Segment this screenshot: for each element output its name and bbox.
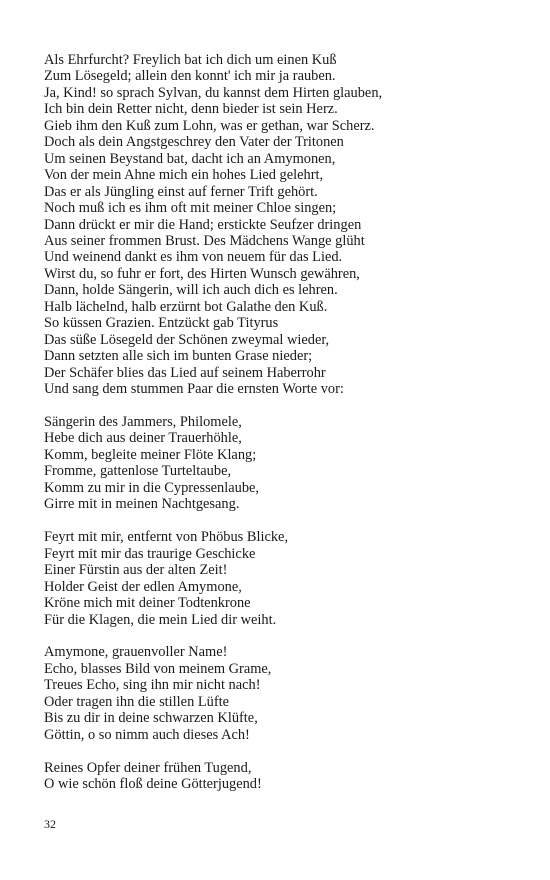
stanza bbox=[44, 52, 514, 398]
verse-line: Dann, holde Sängerin, will ich auch dich es lehren. bbox=[44, 282, 338, 299]
verse-line: Das süße Lösegeld der Schönen zweymal wieder, bbox=[44, 331, 330, 348]
verse-line: Halb lächelnd, halb erzürnt bot Galathe den Kuß. bbox=[44, 298, 328, 315]
verse-line: Oder tragen ihn die stillen Lüfte bbox=[44, 693, 230, 710]
verse-line: Girre mit in meinen Nachtgesang. bbox=[44, 496, 240, 513]
poem-text bbox=[44, 52, 514, 809]
verse-line: Für die Klagen, die mein Lied dir weiht. bbox=[44, 611, 277, 628]
verse-line: Göttin, o so nimm auch dieses Ach! bbox=[44, 726, 250, 743]
verse-line: Komm zu mir in die Cypressenlaube, bbox=[44, 479, 260, 496]
stanza bbox=[44, 644, 514, 743]
verse-line: Ja, Kind! so sprach Sylvan, du kannst dem Hirten glauben, bbox=[44, 84, 383, 101]
verse-line: Dann setzten alle sich im bunten Grase nieder; bbox=[44, 348, 313, 365]
verse-line: Und weinend dankt es ihm von neuem für das Lied. bbox=[44, 249, 343, 266]
verse-line: Gieb ihm den Kuß zum Lohn, was er gethan, war Scherz. bbox=[44, 117, 375, 134]
verse-line: Um seinen Beystand bat, dacht ich an Amymonen, bbox=[44, 150, 336, 167]
verse-line: Der Schäfer blies das Lied auf seinem Haberrohr bbox=[44, 364, 326, 381]
verse-line: Dann drückt er mir die Hand; erstickte Seufzer dringen bbox=[44, 216, 362, 233]
verse-line: Kröne mich mit deiner Todtenkrone bbox=[44, 595, 251, 612]
verse-line: Wirst du, so fuhr er fort, des Hirten Wunsch gewähren, bbox=[44, 265, 360, 282]
verse-line: Echo, blasses Bild von meinem Grame, bbox=[44, 660, 272, 677]
verse-line: Das er als Jüngling einst auf ferner Trift gehört. bbox=[44, 183, 318, 200]
verse-line: Komm, begleite meiner Flöte Klang; bbox=[44, 446, 257, 463]
verse-line: Fromme, gattenlose Turteltaube, bbox=[44, 463, 232, 480]
verse-line: Aus seiner frommen Brust. Des Mädchens Wange glüht bbox=[44, 232, 365, 249]
verse-line: Noch muß ich es ihm oft mit meiner Chloe singen; bbox=[44, 200, 337, 217]
verse-line: O wie schön floß deine Götterjugend! bbox=[44, 776, 262, 793]
verse-line: Und sang dem stummen Paar die ernsten Worte vor: bbox=[44, 381, 344, 398]
stanza bbox=[44, 760, 514, 793]
verse-line: Holder Geist der edlen Amymone, bbox=[44, 578, 242, 595]
verse-line: Bis zu dir in deine schwarzen Klüfte, bbox=[44, 710, 258, 727]
verse-line: Einer Fürstin aus der alten Zeit! bbox=[44, 562, 228, 579]
verse-line: Ich bin dein Retter nicht, denn bieder ist sein Herz. bbox=[44, 101, 338, 118]
stanza bbox=[44, 414, 514, 513]
verse-line: Amymone, grauenvoller Name! bbox=[44, 644, 228, 661]
verse-line: Zum Lösegeld; allein den konnt' ich mir ja rauben. bbox=[44, 68, 336, 85]
verse-line: Feyrt mit mir das traurige Geschicke bbox=[44, 545, 256, 562]
verse-line: So küssen Grazien. Entzückt gab Tityrus bbox=[44, 315, 279, 332]
verse-line: Als Ehrfurcht? Freylich bat ich dich um einen Kuß bbox=[44, 52, 337, 68]
stanza bbox=[44, 529, 514, 628]
page-number: 32 bbox=[44, 817, 56, 831]
verse-line: Treues Echo, sing ihn mir nicht nach! bbox=[44, 677, 261, 694]
verse-line: Doch als dein Angstgeschrey den Vater der Tritonen bbox=[44, 134, 344, 151]
verse-line: Reines Opfer deiner frühen Tugend, bbox=[44, 759, 252, 776]
verse-line: Sängerin des Jammers, Philomele, bbox=[44, 414, 242, 431]
verse-line: Feyrt mit mir, entfernt von Phöbus Blicke, bbox=[44, 529, 289, 546]
verse-line: Hebe dich aus deiner Trauerhöhle, bbox=[44, 430, 242, 447]
verse-line: Von der mein Ahne mich ein hohes Lied gelehrt, bbox=[44, 167, 324, 184]
